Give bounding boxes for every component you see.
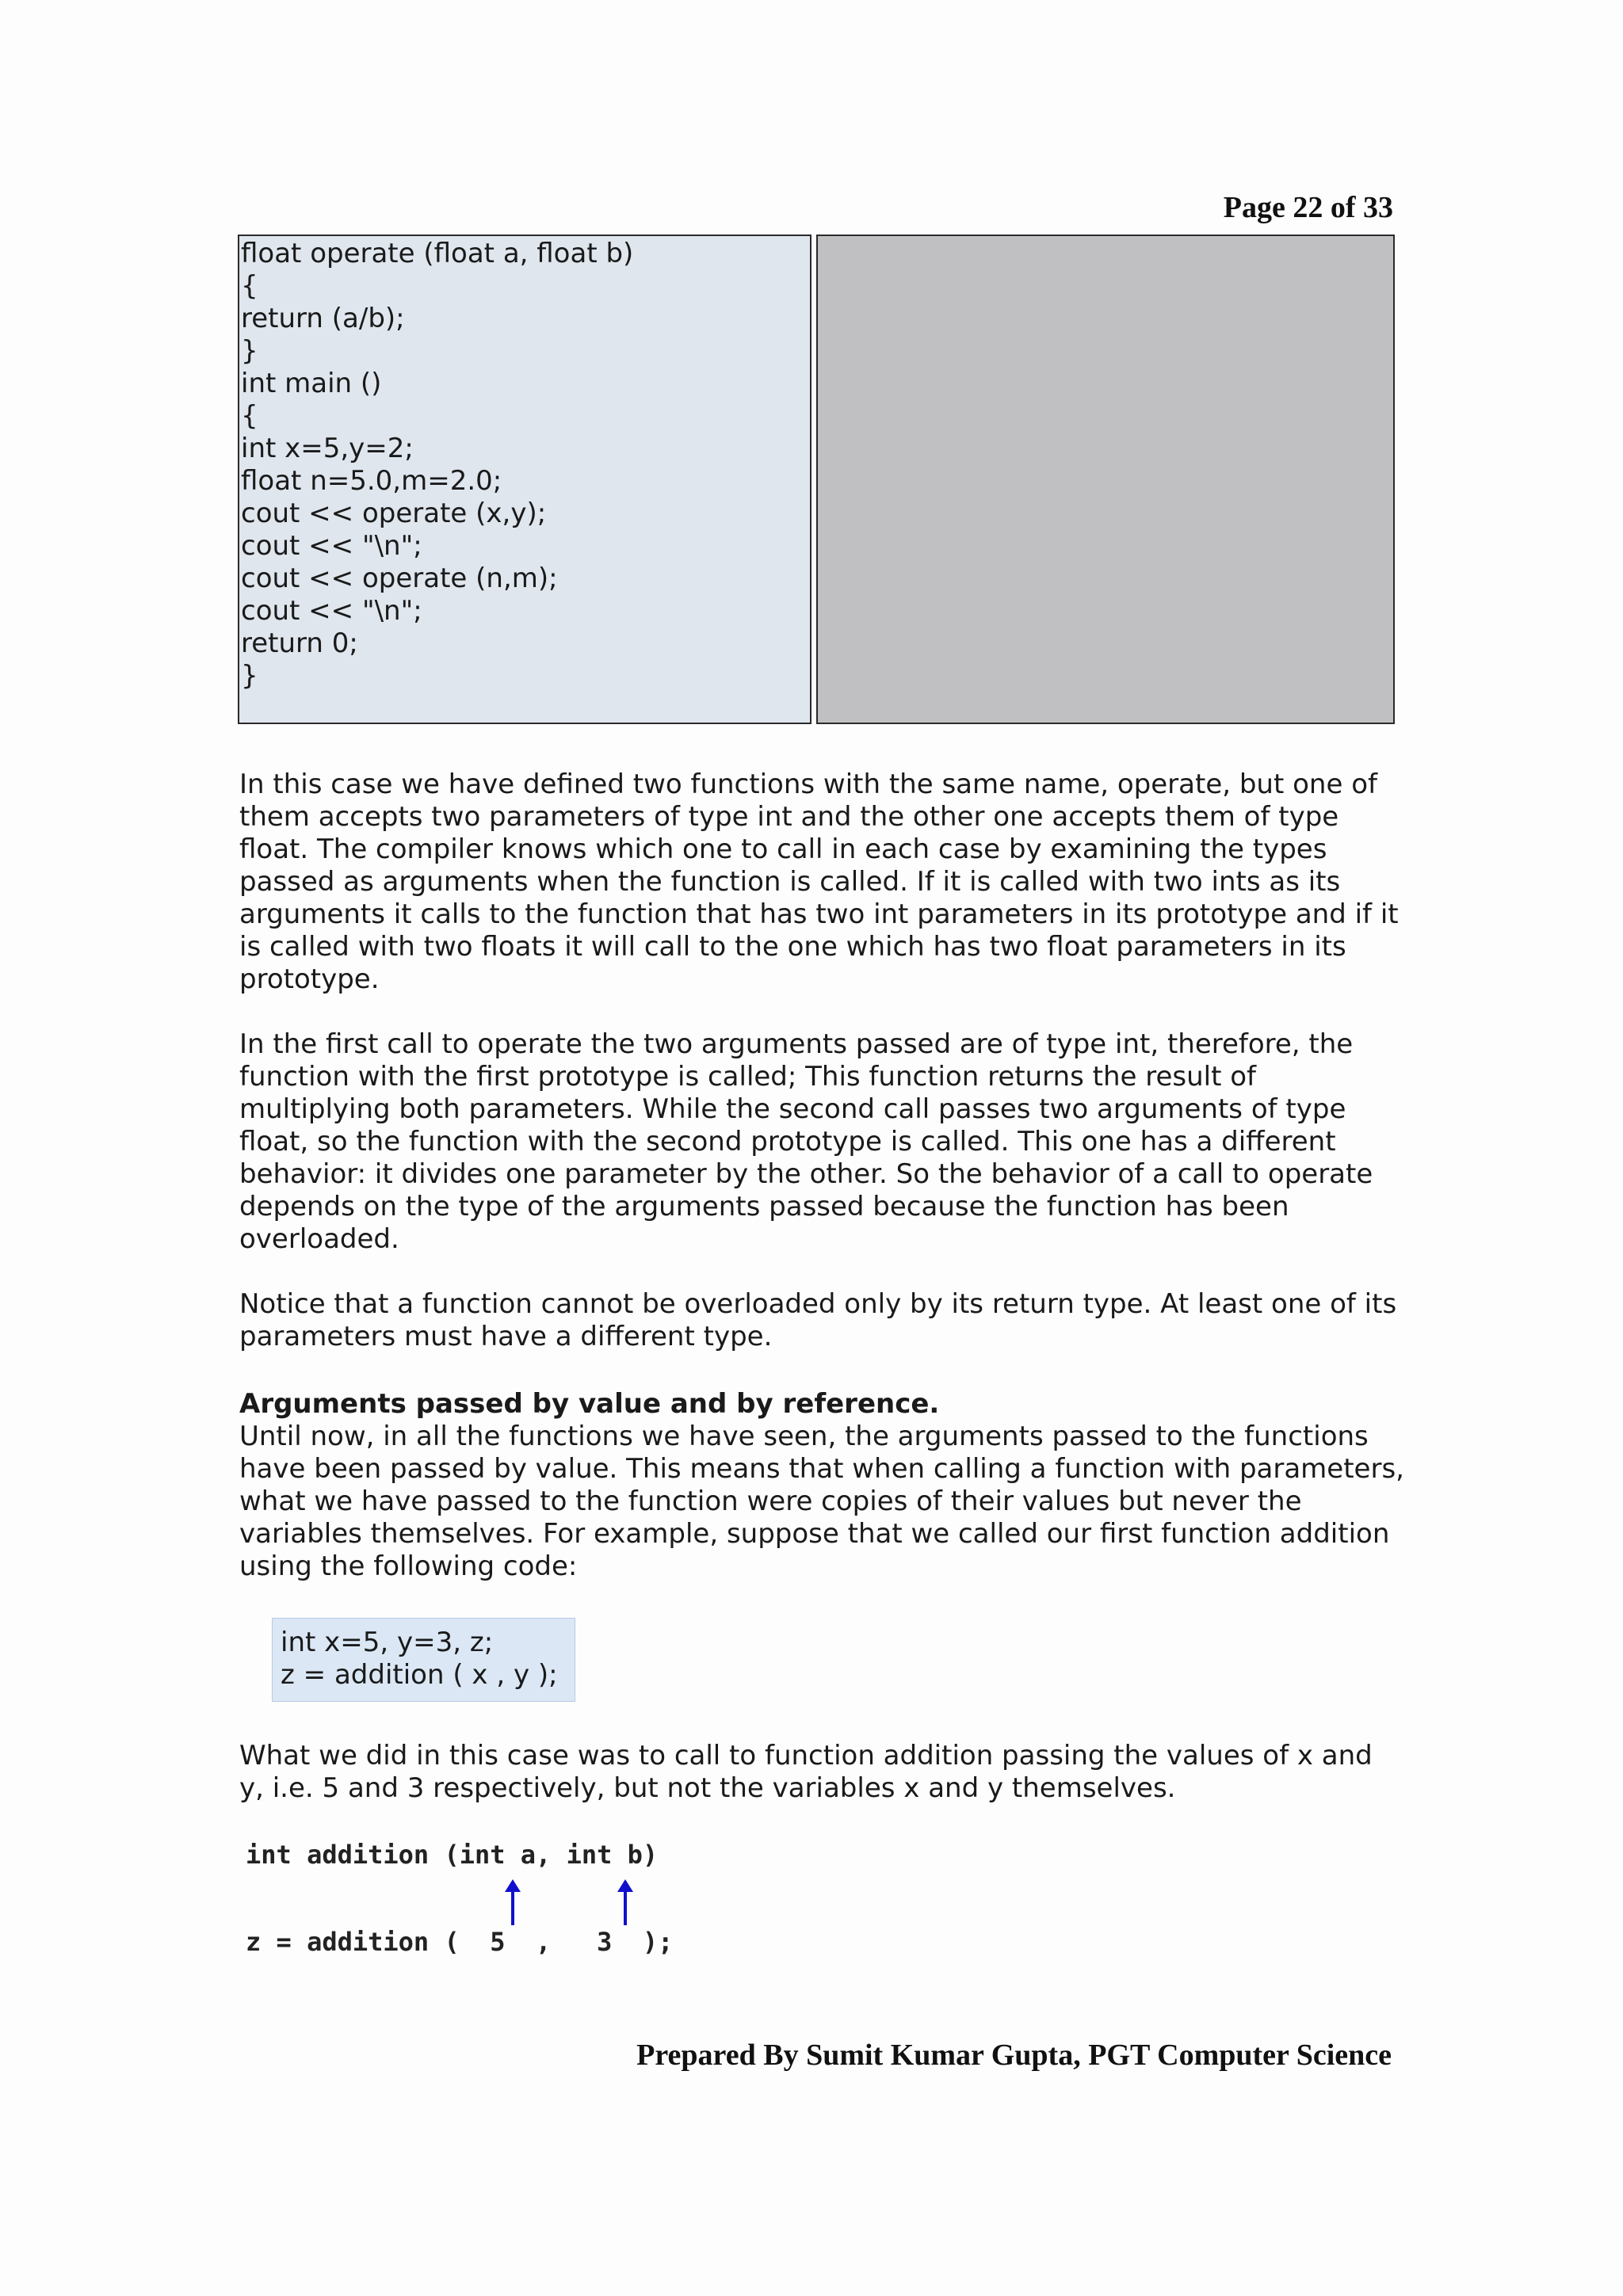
code-line: { xyxy=(241,270,258,302)
paragraph-first-call: In the first call to operate the two arguments passed are of type int, therefore, the function with the first prototype is called; This function returns the result of multiplying both parameters. While the second call passes two arguments of type float, so the function with the second prototype is called. This one has a different behavior: it divides one parameter by the other. So the behavior of a call to operate depends on the type of the arguments passed because the function has been overloaded. xyxy=(239,1028,1373,1255)
code-line: float n=5.0,m=2.0; xyxy=(241,465,502,497)
output-panel xyxy=(816,235,1395,724)
section-heading: Arguments passed by value and by reference. xyxy=(239,1388,940,1420)
diagram-prototype-line: int addition (int a, int b) xyxy=(246,1840,659,1870)
section-by-value xyxy=(239,1388,1404,1583)
paragraph-by-value: Until now, in all the functions we have seen, the arguments passed to the functions have been passed by value. This means that when calling a function with parameters, what we have passed to the function were copies of their values but never the variables themselves. For example, suppose that we called our first function addition using the following code: xyxy=(239,1421,1404,1582)
code-snippet xyxy=(272,1618,575,1702)
code-line: } xyxy=(241,335,258,367)
paragraph-return-type-note: Notice that a function cannot be overloaded only by its return type. At least one of its parameters must have a different type. xyxy=(239,1288,1397,1352)
code-line: cout << "\n"; xyxy=(241,530,422,562)
code-example-table xyxy=(238,235,1395,724)
footer-credit: Prepared By Sumit Kumar Gupta, PGT Computer Science xyxy=(636,2039,1392,2072)
arrow-up-icon xyxy=(505,1879,521,1925)
code-line: } xyxy=(241,660,258,692)
code-line: return 0; xyxy=(241,627,358,659)
code-line: cout << "\n"; xyxy=(241,595,422,627)
code-line: { xyxy=(241,400,258,432)
code-line: return (a/b); xyxy=(241,303,405,334)
paragraph-overloading-explained: In this case we have defined two functions with the same name, operate, but one of them accepts two parameters of type int and the other one accepts them of type float. The compiler knows which one to call in each case by examining the types passed as arguments when the function is called. If it is called with two ints as its arguments it calls to the function that has two int parameters in its prototype and if it is called with two floats it will call to the one which has two float parameters in its prototype. xyxy=(239,769,1399,995)
code-line: float operate (float a, float b) xyxy=(241,238,634,269)
pass-by-value-diagram xyxy=(246,1838,721,1973)
code-block xyxy=(238,235,812,724)
paragraph-values-passed: What we did in this case was to call to function addition passing the values of x and y, i.e. 5 and 3 respectively, but not the variables x and y themselves. xyxy=(239,1740,1373,1804)
code-line: int x=5,y=2; xyxy=(241,433,414,464)
arrow-up-icon xyxy=(617,1879,633,1925)
code-line: cout << operate (n,m); xyxy=(241,563,558,594)
code-line: cout << operate (x,y); xyxy=(241,498,547,529)
page-number: Page 22 of 33 xyxy=(1223,191,1393,224)
snippet-line: z = addition ( x , y ); xyxy=(281,1659,558,1691)
snippet-line: int x=5, y=3, z; xyxy=(281,1627,494,1658)
diagram-call-line: z = addition ( 5 , 3 ); xyxy=(246,1927,674,1957)
code-line: int main () xyxy=(241,368,382,399)
